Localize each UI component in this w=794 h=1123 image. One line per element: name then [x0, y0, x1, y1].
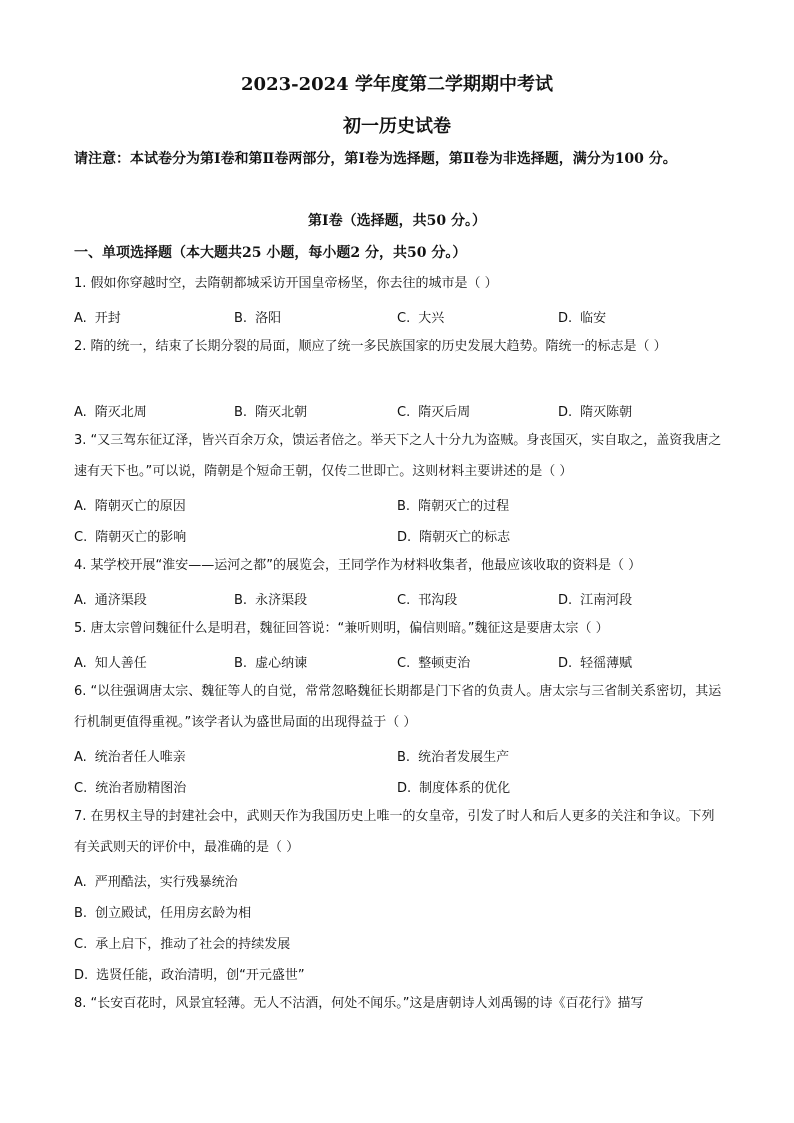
- q4-option-d: D. 江南河段: [558, 593, 633, 608]
- question-3: 3. “又三驾东征辽泽，皆兴百余万众，馈运者倍之。举天下之人十分九为盗贼。身丧国灭，实自取之，盖资我唐之速有天下也。”可以说，隋朝是个短命王朝，仅传二世即亡。这则材料主要讲述的是（ ）: [74, 433, 722, 479]
- exam-subtitle: 初一历史试卷: [343, 116, 451, 137]
- q4-option-b: B. 永济渠段: [234, 593, 308, 608]
- q6-option-b: B. 统治者发展生产: [397, 750, 510, 765]
- q6-option-d: D. 制度体系的优化: [397, 781, 511, 796]
- q3-option-d: D. 隋朝灭亡的标志: [397, 530, 511, 545]
- q6-option-a: A. 统治者任人唯亲: [74, 750, 186, 765]
- q3-option-a: A. 隋朝灭亡的原因: [74, 499, 186, 514]
- question-8: 8. “长安百花时，风景宜轻薄。无人不沽酒，何处不闻乐。”这是唐朝诗人刘禹锡的诗《百花行》描写: [74, 996, 644, 1011]
- q5-option-c: C. 整顿吏治: [397, 656, 471, 671]
- part-title: 第Ⅰ卷（选择题，共50 分。）: [308, 213, 486, 229]
- q5-option-a: A. 知人善任: [74, 656, 147, 671]
- q6-option-c: C. 统治者励精图治: [74, 781, 187, 796]
- question-5: 5. 唐太宗曾问魏征什么是明君，魏征回答说：“兼听则明，偏信则暗。”魏征这是要唐太宗（ ）: [74, 621, 609, 636]
- q4-option-c: C. 邗沟段: [397, 593, 458, 608]
- question-6: 6. “以往强调唐太宗、魏征等人的自觉，常常忽略魏征长期都是门下省的负责人。唐太宗与三省制关系密切，其运行机制更值得重视。”该学者认为盛世局面的出现得益于（ ）: [74, 684, 722, 730]
- q2-option-d: D. 隋灭陈朝: [558, 405, 633, 420]
- q3-option-b: B. 隋朝灭亡的过程: [397, 499, 510, 514]
- question-2: 2. 隋的统一，结束了长期分裂的局面，顺应了统一多民族国家的历史发展大趋势。隋统一的标志是（ ）: [74, 339, 667, 354]
- q1-option-c: C. 大兴: [397, 311, 445, 326]
- q1-option-a: A. 开封: [74, 311, 121, 326]
- q5-option-b: B. 虚心纳谏: [234, 656, 308, 671]
- q5-option-d: D. 轻徭薄赋: [558, 656, 633, 671]
- q1-option-d: D. 临安: [558, 311, 607, 326]
- question-1: 1. 假如你穿越时空，去隋朝都城采访开国皇帝杨坚，你去往的城市是（ ）: [74, 276, 498, 291]
- q1-option-b: B. 洛阳: [234, 311, 282, 326]
- q2-option-c: C. 隋灭后周: [397, 405, 471, 420]
- q2-option-b: B. 隋灭北朝: [234, 405, 308, 420]
- question-4: 4. 某学校开展“淮安——运河之都”的展览会，王同学作为材料收集者，他最应该收取的资料是（ ）: [74, 558, 642, 573]
- q4-option-a: A. 通济渠段: [74, 593, 147, 608]
- q3-option-c: C. 隋朝灭亡的影响: [74, 530, 187, 545]
- q7-option-b: B. 创立殿试，任用房玄龄为相: [74, 906, 252, 921]
- question-7: 7. 在男权主导的封建社会中，武则天作为我国历史上唯一的女皇帝，引发了时人和后人更多的关注和争议。下列有关武则天的评价中，最准确的是（ ）: [74, 809, 715, 855]
- q7-option-a: A. 严刑酷法，实行残暴统治: [74, 875, 238, 890]
- section-title: 一、单项选择题（本大题共25 小题，每小题2 分，共50 分。）: [74, 245, 467, 261]
- q7-option-c: C. 承上启下，推动了社会的持续发展: [74, 937, 291, 952]
- q2-option-a: A. 隋灭北周: [74, 405, 147, 420]
- exam-notice: 请注意：本试卷分为第Ⅰ卷和第Ⅱ卷两部分，第Ⅰ卷为选择题，第Ⅱ卷为非选择题，满分为100 分。: [74, 151, 677, 167]
- q7-option-d: D. 选贤任能，政治清明，创“开元盛世”: [74, 968, 305, 983]
- exam-title: 2023-2024 学年度第二学期期中考试: [241, 74, 553, 95]
